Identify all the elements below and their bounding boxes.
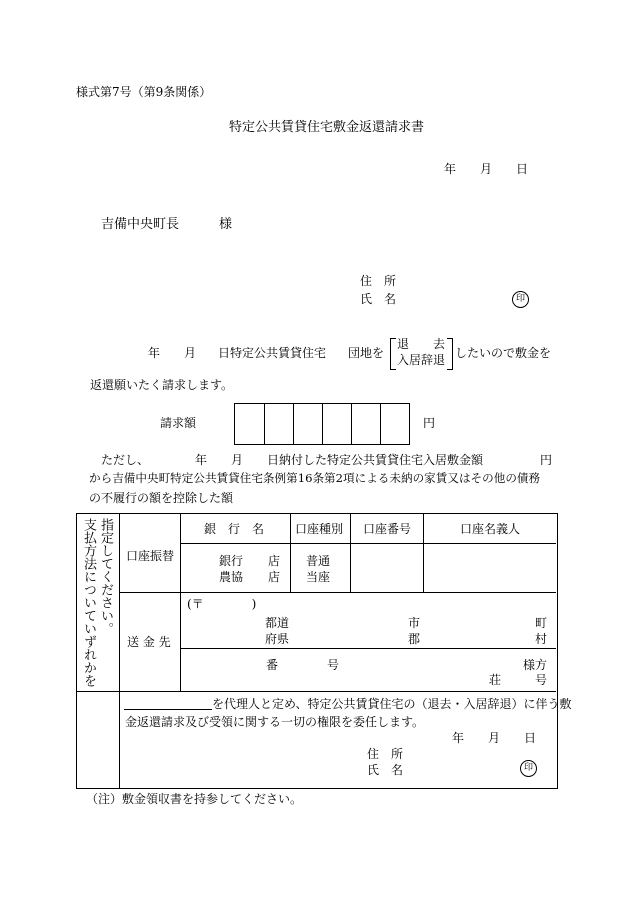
body-line2: 返還願いたく請求します。: [90, 378, 234, 392]
room-label: 号: [535, 673, 548, 687]
amount-digit-divider: [264, 404, 265, 444]
footnote: （注）敷金領収書を持参してください。: [86, 792, 303, 806]
prefecture-bottom: 府県: [265, 632, 290, 646]
account-type-ordinary: 普通: [306, 554, 331, 568]
body-estate-text: 団地を: [348, 346, 385, 360]
applicant-name-label: 氏 名: [360, 292, 397, 306]
body-year: 年: [148, 346, 161, 360]
option-leave: 退 去: [397, 337, 446, 351]
amount-boxes[interactable]: [234, 403, 410, 445]
branch-suffix-agri: 店: [268, 570, 281, 584]
proviso-month: 月: [231, 453, 244, 467]
applicant-address-label: 住 所: [360, 274, 397, 288]
county-label: 郡: [408, 632, 421, 646]
option-bracket-right: [447, 338, 453, 370]
proviso-line2: から吉備中央町特定公共賃貸住宅条例第16条第2項による未納の家賃又はその他の債務: [89, 471, 541, 485]
care-of-label: 様方: [523, 658, 548, 672]
table-divider: [119, 514, 120, 788]
proviso-line3: の不履行の額を控除した額: [89, 491, 234, 505]
proxy-name-label: 氏 名: [367, 763, 404, 777]
form-number: 様式第7号（第9条関係）: [76, 85, 212, 99]
proxy-month: 月: [488, 731, 501, 745]
remit-label: 送 金 先: [127, 635, 171, 649]
header-bank-name: 銀 行 名: [204, 522, 265, 536]
header-account-holder: 口座名義人: [460, 522, 521, 536]
option-reentry: 入居辞退: [397, 353, 446, 367]
page-title: 特定公共賃貸住宅敷金返還請求書: [229, 120, 425, 135]
banchi-label: 番: [266, 658, 279, 672]
transfer-label: 口座振替: [126, 549, 175, 563]
proxy-day: 日: [524, 731, 537, 745]
body-after-bracket: したいので敷金を: [455, 346, 552, 360]
header-account-type: 口座種別: [295, 522, 344, 536]
amount-digit-divider: [380, 404, 381, 444]
table-divider: [180, 648, 556, 649]
table-divider: [77, 691, 556, 692]
body-month: 月: [184, 346, 197, 360]
agri-suffix: 農協: [219, 570, 244, 584]
postal-code: (〒 ): [187, 597, 257, 611]
branch-suffix-bank: 店: [268, 554, 281, 568]
amount-unit: 円: [423, 416, 436, 430]
header-account-number: 口座番号: [363, 522, 412, 536]
proxy-line2: 金返還請求及び受領に関する一切の権限を委任します。: [125, 715, 425, 729]
go-label: 号: [327, 658, 340, 672]
proviso-yen: 円: [540, 453, 553, 467]
proxy-name-blank[interactable]: [124, 709, 212, 710]
proviso-text1: 日納付した特定公共賃貸住宅入居敷金額: [267, 453, 484, 467]
payment-method-table: [76, 513, 572, 789]
table-divider: [290, 514, 291, 592]
amount-digit-divider: [322, 404, 323, 444]
proxy-seal: 印: [520, 760, 537, 777]
city-label: 市: [408, 616, 421, 630]
proxy-year: 年: [452, 731, 465, 745]
table-divider: [350, 514, 351, 592]
table-divider: [180, 514, 181, 691]
side-note-col2: 支払方法についていずれかを: [80, 518, 96, 687]
addressee-suffix: 様: [219, 217, 233, 232]
account-type-current: 当座: [306, 570, 331, 584]
date-day: 日: [516, 162, 529, 176]
town-label: 町: [535, 616, 548, 630]
village-label: 村: [535, 632, 548, 646]
villa-label: 荘: [489, 673, 502, 687]
table-divider: [423, 514, 424, 592]
applicant-seal: 印: [512, 291, 529, 308]
prefecture-top: 都道: [265, 616, 290, 630]
table-divider: [119, 592, 556, 593]
option-bracket-left: [390, 338, 396, 370]
date-month: 月: [480, 162, 493, 176]
side-note-col1: 指定してください。: [97, 518, 113, 635]
proviso-prefix: ただし、: [101, 453, 150, 467]
amount-digit-divider: [351, 404, 352, 444]
proxy-line1: を代理人と定め、特定公共賃貸住宅の（退去・入居辞退）に伴う敷: [212, 697, 572, 711]
proxy-address-label: 住 所: [367, 747, 404, 761]
date-year: 年: [444, 162, 457, 176]
table-divider: [180, 543, 556, 544]
proviso-year: 年: [195, 453, 208, 467]
amount-digit-divider: [293, 404, 294, 444]
addressee-name: 吉備中央町長: [101, 217, 180, 232]
bank-suffix: 銀行: [219, 554, 244, 568]
body-day-text: 日特定公共賃貸住宅: [218, 346, 327, 360]
amount-label: 請求額: [160, 416, 197, 430]
